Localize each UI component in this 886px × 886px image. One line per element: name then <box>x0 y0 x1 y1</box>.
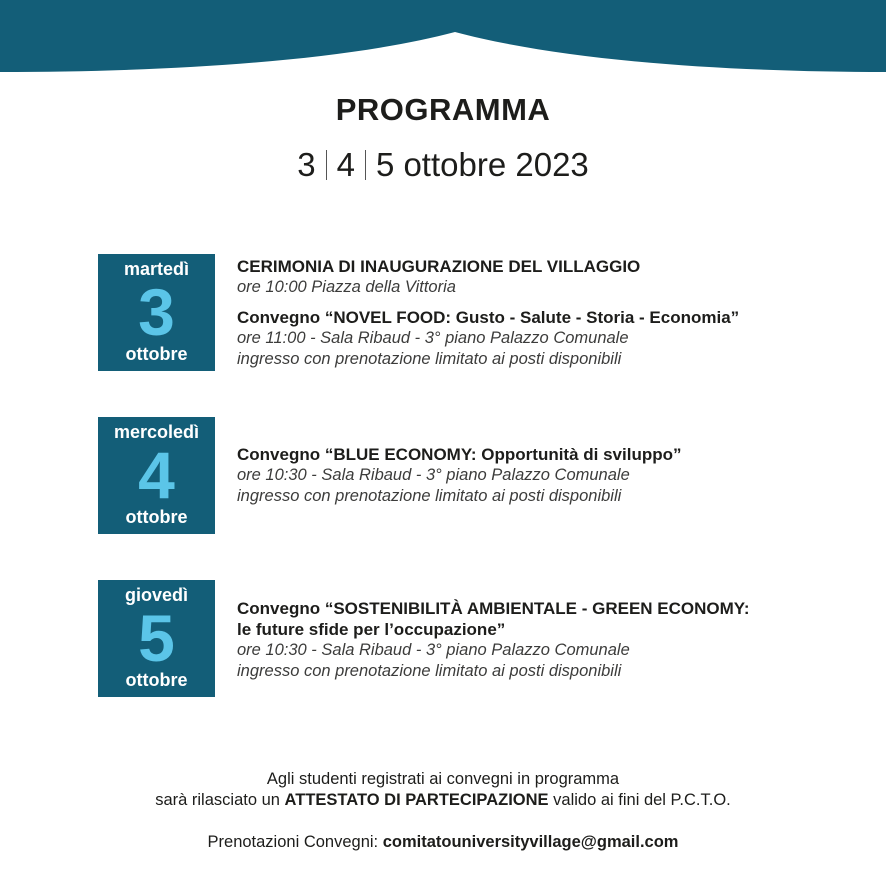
date-day-4: 4 <box>336 146 355 183</box>
event-time-place: ore 10:00 Piazza della Vittoria <box>237 278 456 296</box>
day-weekday: martedì <box>123 259 190 279</box>
date-day-5-month-year: 5 ottobre 2023 <box>375 146 589 183</box>
day-number: 3 <box>138 275 175 349</box>
certificate-text: sarà rilasciato un <box>155 791 280 809</box>
event-dates <box>0 146 886 184</box>
date-separator <box>365 150 366 180</box>
day-weekday: mercoledì <box>113 422 200 442</box>
event-title: Convegno “NOVEL FOOD: Gusto - Salute - Storia - Economia” <box>237 308 740 327</box>
event-title: Convegno “BLUE ECONOMY: Opportunità di sviluppo” <box>237 445 682 464</box>
certificate-text: valido ai fini del P.C.T.O. <box>553 791 731 809</box>
day-badge-thursday <box>98 580 215 697</box>
booking-label: Prenotazioni Convegni: <box>207 833 379 851</box>
day-events-wednesday <box>237 444 837 507</box>
day-month: ottobre <box>125 670 188 690</box>
day-number: 4 <box>138 438 175 512</box>
day-number: 5 <box>138 601 175 675</box>
day-events-tuesday <box>237 256 837 370</box>
day-badge-tuesday <box>98 254 215 371</box>
date-day-3: 3 <box>297 146 316 183</box>
certificate-notice <box>0 769 886 811</box>
event-admission-note: ingresso con prenotazione limitato ai posti disponibili <box>237 350 622 368</box>
event-admission-note: ingresso con prenotazione limitato ai posti disponibili <box>237 487 622 505</box>
event-time-place: ore 10:30 - Sala Ribaud - 3° piano Palazzo Comunale <box>237 641 630 659</box>
page-title: PROGRAMMA <box>335 92 551 127</box>
day-month: ottobre <box>125 507 188 527</box>
event-title: CERIMONIA DI INAUGURAZIONE DEL VILLAGGIO <box>237 257 641 276</box>
booking-email[interactable]: comitatouniversityvillage@gmail.com <box>382 833 679 851</box>
event-admission-note: ingresso con prenotazione limitato ai posti disponibili <box>237 662 622 680</box>
certificate-notice-line1: Agli studenti registrati ai convegni in programma <box>266 770 620 788</box>
certificate-notice-line2 <box>0 790 886 811</box>
header-wave-banner <box>0 0 886 80</box>
day-badge-wednesday <box>98 417 215 534</box>
day-events-thursday <box>237 598 837 682</box>
day-weekday: giovedì <box>124 585 188 605</box>
day-month: ottobre <box>125 344 188 364</box>
event-time-place: ore 11:00 - Sala Ribaud - 3° piano Palazzo Comunale <box>237 329 629 347</box>
date-separator <box>326 150 327 180</box>
event-title-line: Convegno “SOSTENIBILITÀ AMBIENTALE - GREEN ECONOMY: <box>237 599 750 618</box>
event-time-place: ore 10:30 - Sala Ribaud - 3° piano Palazzo Comunale <box>237 466 630 484</box>
booking-contact <box>0 832 886 853</box>
certificate-highlight: ATTESTATO DI PARTECIPAZIONE <box>284 791 549 809</box>
event-title-line: le future sfide per l’occupazione” <box>237 620 506 639</box>
